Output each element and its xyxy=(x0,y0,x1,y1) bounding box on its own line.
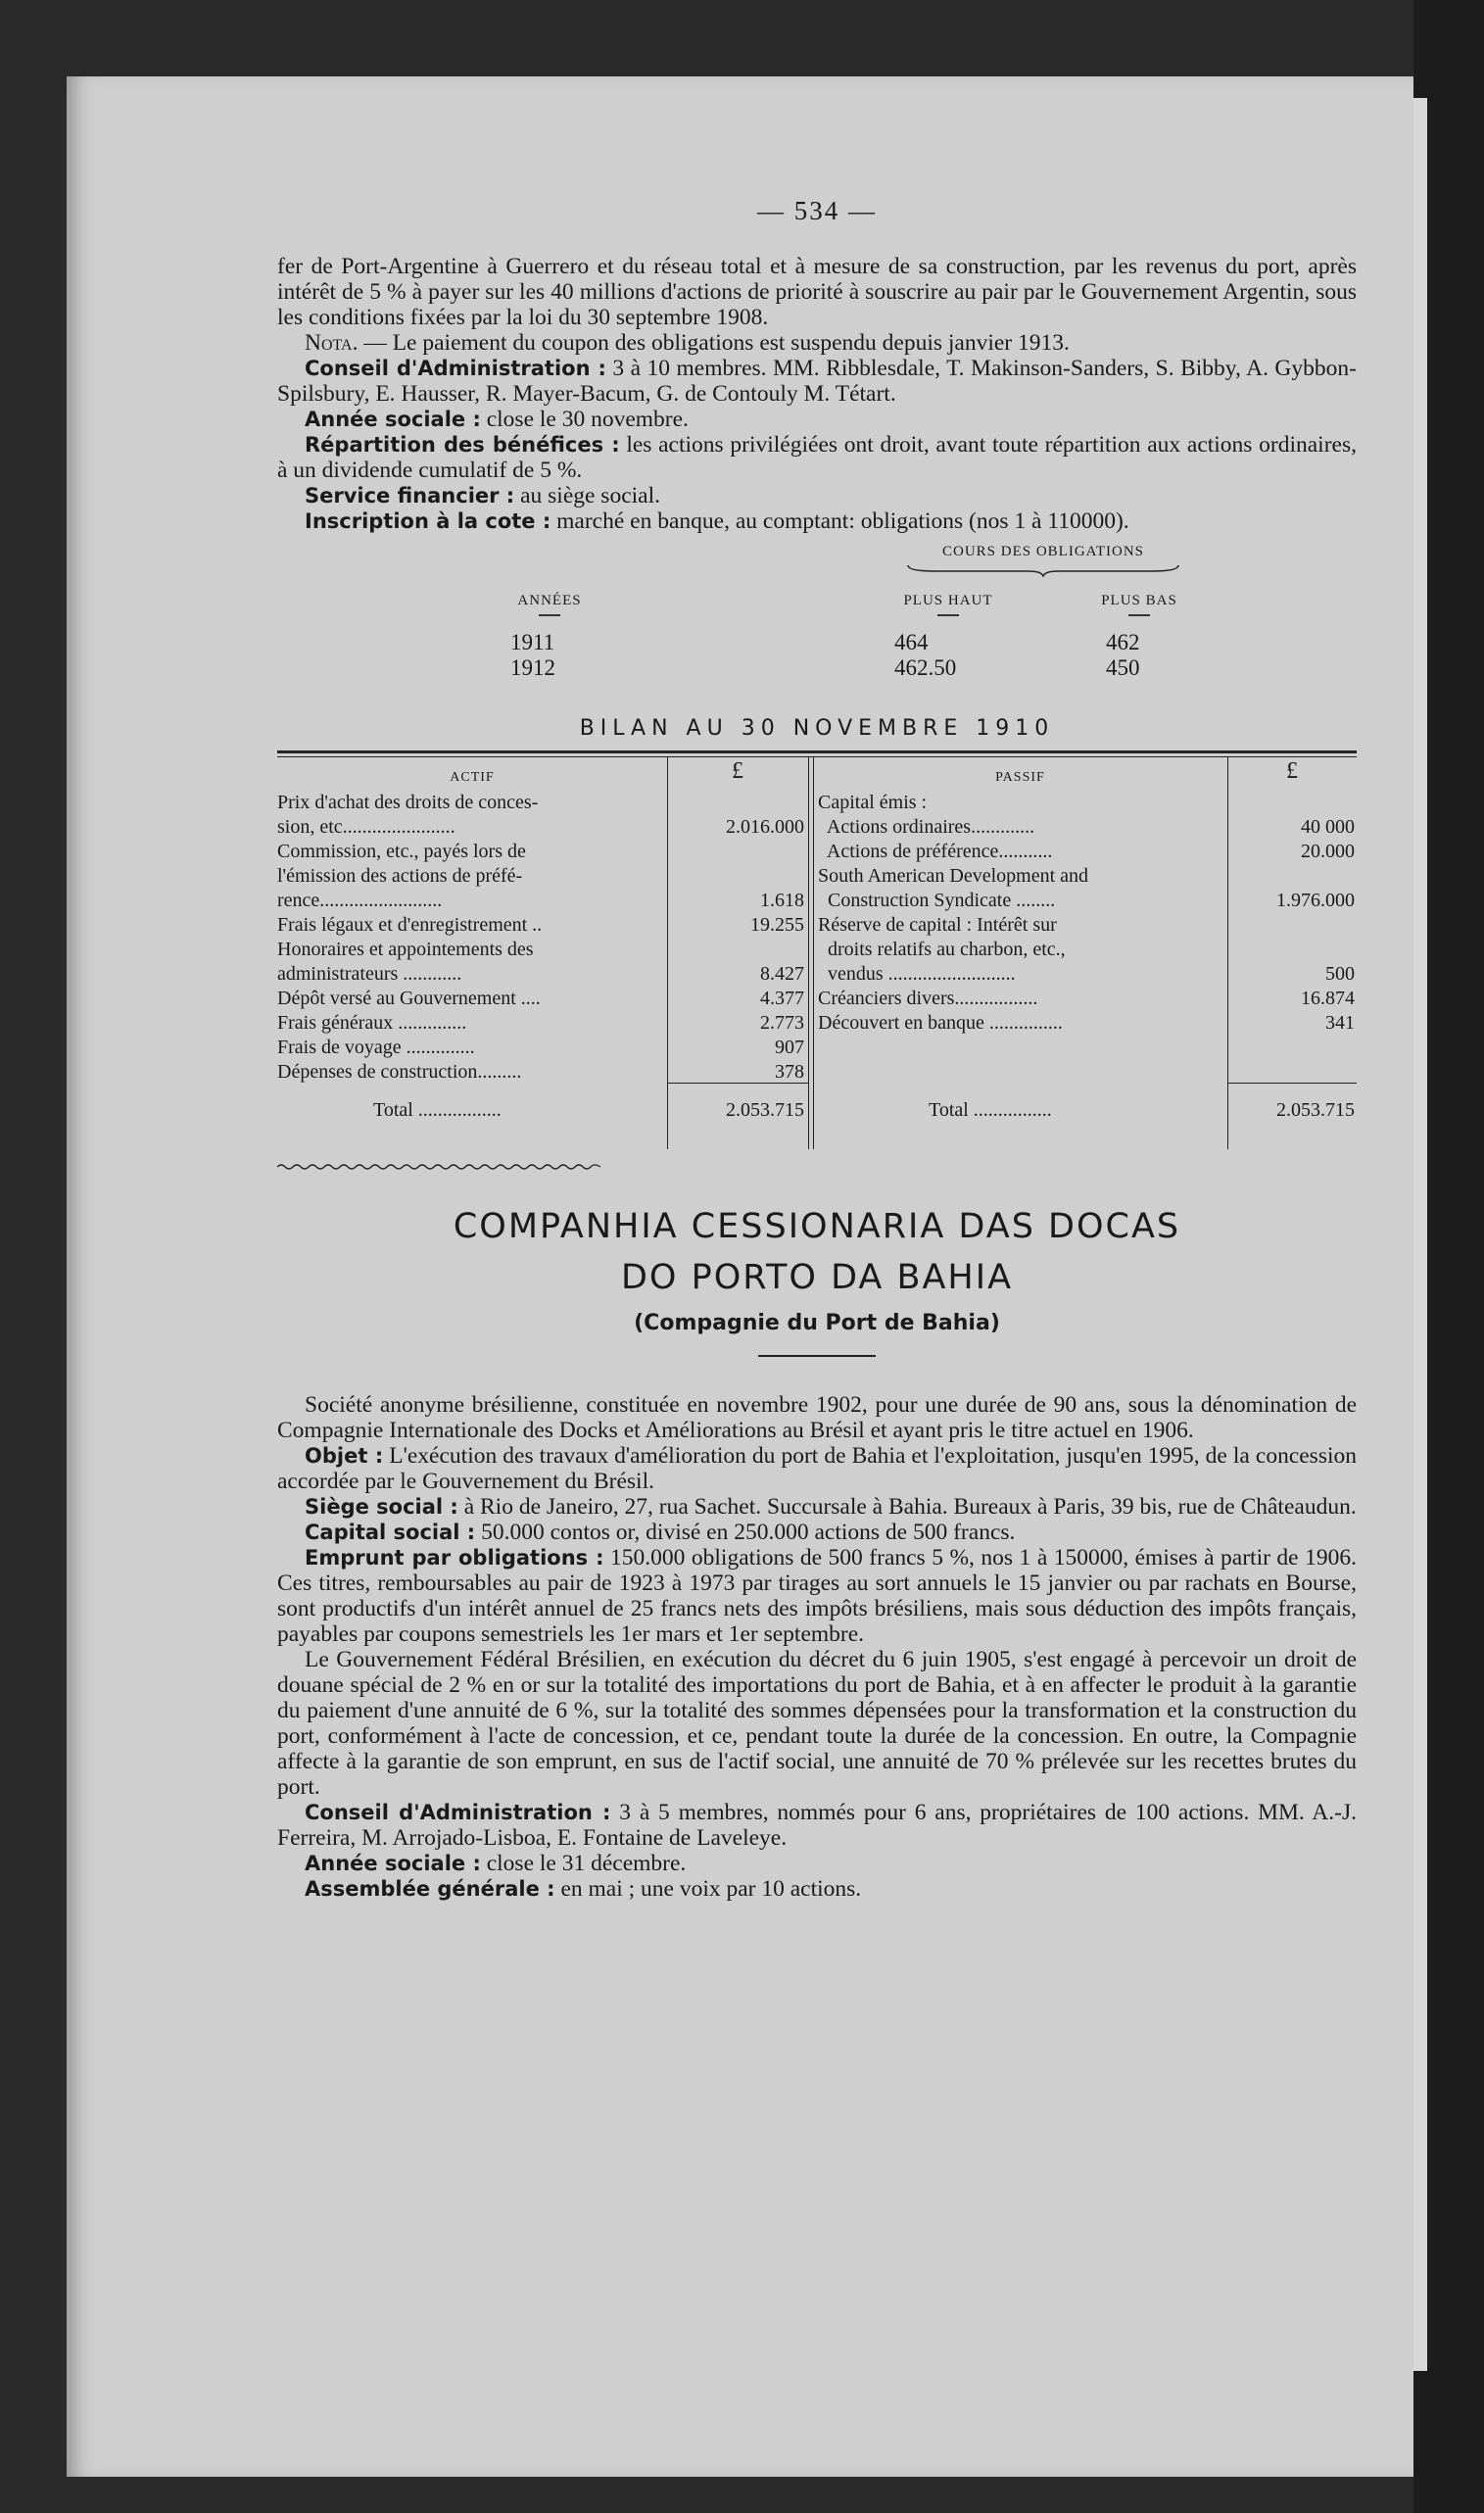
section2-text: à Rio de Janeiro, 27, rua Sachet. Succursale à Bahia. Bureaux à Paris, 39 bis, rue de Châteaudun. xyxy=(457,1494,1357,1520)
section1-item xyxy=(277,432,1357,483)
section1-label: Année sociale : xyxy=(305,408,481,431)
actif-line-label: rence......................... xyxy=(277,890,443,911)
section1-label: Service financier : xyxy=(305,484,515,507)
vline xyxy=(813,757,814,1149)
dash xyxy=(1128,614,1150,616)
actif-line-label: sion, etc....................... xyxy=(277,816,455,838)
actif-line-amount: 2.016.000 xyxy=(726,816,804,838)
section3-label: Année sociale : xyxy=(305,1852,481,1875)
actif-line-label: Dépenses de construction......... xyxy=(277,1061,522,1083)
passif-line-amount: 341 xyxy=(1325,1012,1355,1034)
cours-bas: 450 xyxy=(1106,655,1140,680)
actif-line-amount: 1.618 xyxy=(760,890,804,911)
cours-col-haut: PLUS HAUT xyxy=(903,593,993,608)
section1-label: Répartition des bénéfices : xyxy=(305,433,620,457)
dash xyxy=(539,614,560,616)
section1-item xyxy=(277,483,1357,508)
cours-bas: 462 xyxy=(1106,630,1140,654)
section1-label: Conseil d'Administration : xyxy=(305,357,606,380)
section1-item xyxy=(277,407,1357,432)
passif-total: 2.053.715 xyxy=(1276,1099,1355,1121)
scan-strip xyxy=(1413,98,1427,2371)
actif-total-label: Total ................. xyxy=(373,1099,502,1121)
passif-line-label: Réserve de capital : Intérêt sur xyxy=(818,914,1057,936)
section3-item xyxy=(277,1851,1357,1876)
passif-line-label: South American Development and xyxy=(818,865,1089,887)
section3-text: close le 31 décembre. xyxy=(480,1851,687,1876)
section2-text: 150.000 obligations de 500 francs 5 %, nos 1 à 150000, émises à partir de 1906. Ces titres, remboursables au pair de 1923 à 1973 par tirages au sort annuels le 15 janvier ou par rachats en Bourse, sont productifs d'un intérêt annuel de 25 francs nets des impôts brésiliens, mais sous déduction des impôts français, payables par coupons semestriels les 1er mars et 1er septembre. xyxy=(277,1545,1357,1647)
section3-item xyxy=(277,1800,1357,1851)
actif-line-label: Dépôt versé au Gouvernement .... xyxy=(277,988,541,1009)
section1-text: au siège social. xyxy=(514,483,660,508)
company-title-line2: DO PORTO DA BAHIA xyxy=(620,1258,1014,1297)
section2-item xyxy=(277,1443,1357,1494)
nota-label: Nota. xyxy=(305,330,359,356)
passif-line-amount: 1.976.000 xyxy=(1276,890,1355,911)
company-title xyxy=(277,1201,1357,1303)
section2-label: Siège social : xyxy=(305,1495,458,1519)
passif-line-amount: 20.000 xyxy=(1301,841,1355,862)
section2-label: Objet : xyxy=(305,1444,384,1468)
cours-haut: 464 xyxy=(894,630,929,654)
dash xyxy=(937,614,959,616)
section3-label: Assemblée générale : xyxy=(305,1877,555,1901)
passif-line-amount: 500 xyxy=(1325,963,1355,985)
actif-line-amount: 19.255 xyxy=(750,914,804,936)
actif-line-label: administrateurs ............ xyxy=(277,963,462,985)
section3-item xyxy=(277,1876,1357,1902)
actif-currency: £ xyxy=(732,758,743,784)
passif-total-rule xyxy=(1227,1083,1357,1084)
actif-line-label: Commission, etc., payés lors de xyxy=(277,841,526,862)
actif-total-rule xyxy=(667,1083,808,1084)
section1-item xyxy=(277,356,1357,407)
actif-line-amount: 378 xyxy=(775,1061,804,1083)
passif-line-label: Construction Syndicate ........ xyxy=(818,890,1056,911)
actif-total: 2.053.715 xyxy=(726,1099,804,1121)
passif-line-label: Actions ordinaires............. xyxy=(818,816,1035,838)
actif-line-label: Honoraires et appointements des xyxy=(277,939,534,960)
section1-label: Inscription à la cote : xyxy=(305,509,551,533)
passif-total-label: Total ................ xyxy=(929,1099,1052,1121)
gouvernement-paragraph: Le Gouvernement Fédéral Brésilien, en exécution du décret du 6 juin 1905, s'est engagé à percevoir un droit de douane spécial de 2 % en or sur la totalité des importations du port de Bahia, et à en affecter le produit à la garantie du paiement d'une annuité de 6 %, sur la totalité des sommes dépensées pour la transformation et la construction du port, conformément à l'acte de concession, et ce, pendant toute la durée de la concession. En outre, la Compagnie affecte à la garantie de son emprunt, en sus de l'actif social, une annuité de 70 % prélevée sur les recettes brutes du port. xyxy=(277,1647,1357,1800)
company-intro: Société anonyme brésilienne, constituée en novembre 1902, pour une durée de 90 ans, sous la dénomination de Compagnie Internationale des Docks et Améliorations au Brésil et ayant pris le titre actuel en 1906. xyxy=(277,1392,1357,1443)
section3-label: Conseil d'Administration : xyxy=(305,1801,611,1824)
cours-header: COURS DES OBLIGATIONS xyxy=(941,544,1145,559)
passif-line-label: Capital émis : xyxy=(818,792,928,813)
nota-paragraph xyxy=(277,330,1357,356)
section3-text: 3 à 5 membres, nommés pour 6 ans, propriétaires de 100 actions. MM. A.-J. Ferreira, M. Arrojado-Lisboa, E. Fontaine de Laveleye. xyxy=(277,1800,1357,1851)
actif-header: ACTIF xyxy=(450,770,495,785)
section1-text: 3 à 10 membres. MM. Ribblesdale, T. Makinson-Sanders, S. Bibby, A. Gybbon-Spilsbury, E. Hausser, R. Mayer-Bacum, G. de Contouly M. Tétart. xyxy=(277,356,1357,407)
actif-line-label: Frais légaux et d'enregistrement .. xyxy=(277,914,543,936)
cours-brace xyxy=(906,563,1180,577)
bilan-top-rule xyxy=(277,750,1357,757)
section1-text: close le 30 novembre. xyxy=(480,407,689,432)
passif-currency: £ xyxy=(1286,758,1298,784)
passif-line-amount: 40 000 xyxy=(1301,816,1355,838)
actif-line-label: l'émission des actions de préfé- xyxy=(277,865,523,887)
actif-line-amount: 907 xyxy=(775,1037,804,1058)
actif-line-label: Frais de voyage .............. xyxy=(277,1037,475,1058)
section2-item xyxy=(277,1520,1357,1545)
passif-line-amount: 16.874 xyxy=(1301,988,1355,1009)
page-number: — 534 — xyxy=(757,196,877,225)
intro-paragraph: fer de Port-Argentine à Guerrero et du réseau total et à mesure de sa construction, par les revenus du port, après intérêt de 5 % à payer sur les 40 millions d'actions de priorité à souscrire au pair par le Gouvernement Argentin, sous les conditions fixées par la loi du 30 septembre 1908. xyxy=(277,254,1357,330)
cours-col-bas: PLUS BAS xyxy=(1101,593,1177,608)
cours-annee: 1911 xyxy=(510,630,555,654)
cours-col-annees: ANNÉES xyxy=(517,593,582,608)
actif-line-label: Prix d'achat des droits de conces- xyxy=(277,792,539,813)
cours-table xyxy=(277,544,1357,710)
section1-text: les actions privilégiées ont droit, avant toute répartition aux actions ordinaires, à un dividende cumulatif de 5 %. xyxy=(277,432,1357,483)
passif-line-label: Créanciers divers................. xyxy=(818,988,1038,1009)
passif-line-label: vendus .......................... xyxy=(818,963,1016,985)
bilan-title: BILAN AU 30 NOVEMBRE 1910 xyxy=(579,716,1055,741)
section1-text: marché en banque, au comptant: obligations (nos 1 à 110000). xyxy=(551,508,1129,534)
cours-annee: 1912 xyxy=(510,655,555,680)
passif-header: PASSIF xyxy=(995,770,1045,785)
cours-haut: 462.50 xyxy=(894,655,957,680)
short-rule xyxy=(758,1355,876,1357)
scan-edge xyxy=(1413,0,1484,2513)
section1-item xyxy=(277,508,1357,534)
section2-text: 50.000 contos or, divisé en 250.000 actions de 500 francs. xyxy=(475,1520,1016,1545)
section2-label: Emprunt par obligations : xyxy=(305,1546,604,1570)
section2-item xyxy=(277,1494,1357,1520)
actif-line-amount: 4.377 xyxy=(760,988,804,1009)
passif-line-label: Découvert en banque ............... xyxy=(818,1012,1063,1034)
section2-label: Capital social : xyxy=(305,1521,476,1544)
company-title-line1: COMPANHIA CESSIONARIA DAS DOCAS xyxy=(453,1207,1181,1246)
passif-line-label: Actions de préférence........... xyxy=(818,841,1053,862)
bilan-table xyxy=(277,757,1357,1149)
actif-line-amount: 8.427 xyxy=(760,963,804,985)
page-content xyxy=(277,196,1357,1902)
section3-text: en mai ; une voix par 10 actions. xyxy=(554,1876,862,1902)
section2-item xyxy=(277,1545,1357,1647)
company-subtitle: (Compagnie du Port de Bahia) xyxy=(634,1311,1000,1335)
actif-line-amount: 2.773 xyxy=(760,1012,804,1034)
actif-line-label: Frais généraux .............. xyxy=(277,1012,467,1034)
wavy-rule xyxy=(277,1163,600,1171)
nota-text: — Le paiement du coupon des obligations est suspendu depuis janvier 1913. xyxy=(358,330,1070,356)
section2-text: L'exécution des travaux d'amélioration du port de Bahia et l'exploitation, jusqu'en 1995, de la concession accordée par le Gouvernement du Brésil. xyxy=(277,1443,1357,1494)
passif-line-label: droits relatifs au charbon, etc., xyxy=(818,939,1066,960)
vline xyxy=(808,757,809,1149)
